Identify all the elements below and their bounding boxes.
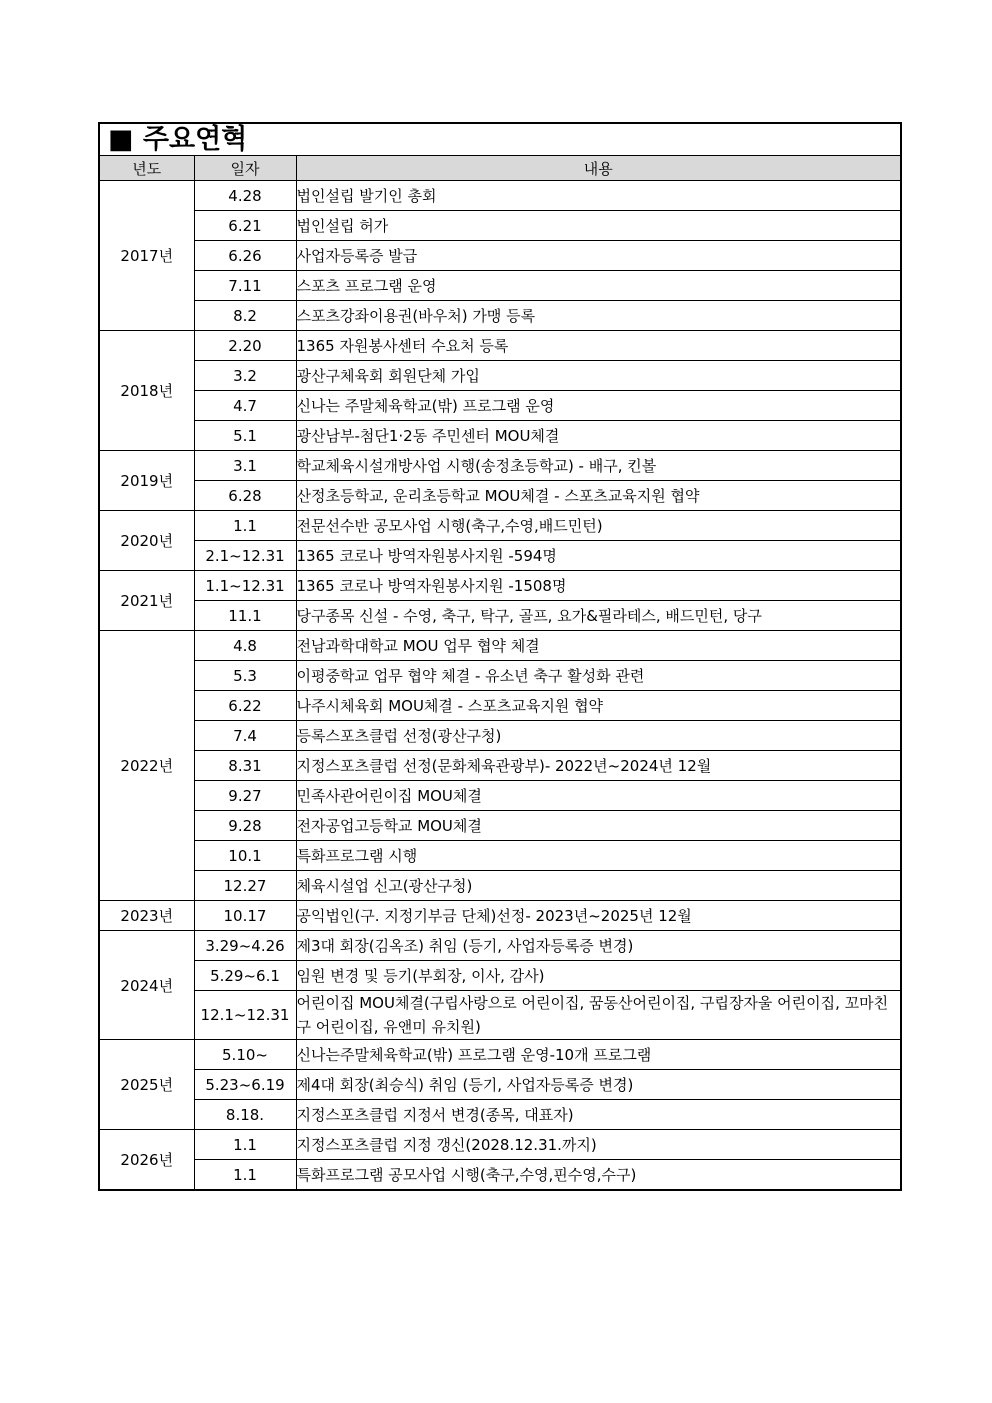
content-cell: 제4대 회장(최승식) 취임 (등기, 사업자등록증 변경): [296, 1070, 901, 1100]
content-cell: 전자공업고등학교 MOU체결: [296, 811, 901, 841]
content-cell: 1365 코로나 방역자원봉사지원 -594명: [296, 541, 901, 571]
content-cell: 전남과학대학교 MOU 업무 협약 체결: [296, 631, 901, 661]
year-cell: 2019년: [99, 451, 194, 511]
table-row: [99, 571, 901, 601]
date-cell: 1.1: [194, 1130, 296, 1160]
year-cell: 2021년: [99, 571, 194, 631]
table-row: [99, 1130, 901, 1160]
table-row: [99, 781, 901, 811]
year-cell: 2023년: [99, 901, 194, 931]
table-row: [99, 1040, 901, 1070]
year-cell: 2026년: [99, 1130, 194, 1191]
content-cell: 특화프로그램 시행: [296, 841, 901, 871]
content-cell: 산정초등학교, 운리초등학교 MOU체결 - 스포츠교육지원 협약: [296, 481, 901, 511]
content-cell: 스포츠강좌이용권(바우처) 가맹 등록: [296, 301, 901, 331]
date-cell: 6.22: [194, 691, 296, 721]
table-row: [99, 751, 901, 781]
year-cell: 2020년: [99, 511, 194, 571]
content-cell: 1365 자원봉사센터 수요처 등록: [296, 331, 901, 361]
content-cell: 어린이집 MOU체결(구립사랑으로 어린이집, 꿈동산어린이집, 구립장자울 어린이집, 꼬마친구 어린이집, 유앤미 유치원): [296, 991, 901, 1040]
content-cell: 나주시체육회 MOU체결 - 스포츠교육지원 협약: [296, 691, 901, 721]
table-row: [99, 391, 901, 421]
date-cell: 5.23~6.19: [194, 1070, 296, 1100]
table-row: [99, 541, 901, 571]
content-cell: 1365 코로나 방역자원봉사지원 -1508명: [296, 571, 901, 601]
date-cell: 8.18.: [194, 1100, 296, 1130]
table-row: [99, 361, 901, 391]
date-cell: 8.2: [194, 301, 296, 331]
content-cell: 이평중학교 업무 협약 체결 - 유소년 축구 활성화 관련: [296, 661, 901, 691]
year-cell: 2018년: [99, 331, 194, 451]
table-row: [99, 271, 901, 301]
date-cell: 6.28: [194, 481, 296, 511]
content-cell: 당구종목 신설 - 수영, 축구, 탁구, 골프, 요가&필라테스, 배드민턴, 당구: [296, 601, 901, 631]
table-row: [99, 871, 901, 901]
content-cell: 특화프로그램 공모사업 시행(축구,수영,핀수영,수구): [296, 1160, 901, 1191]
content-cell: 신나는 주말체육학교(밖) 프로그램 운영: [296, 391, 901, 421]
year-cell: 2025년: [99, 1040, 194, 1130]
date-cell: 5.29~6.1: [194, 961, 296, 991]
header-date: 일자: [194, 156, 296, 181]
content-cell: 지정스포츠클럽 지정 갱신(2028.12.31.까지): [296, 1130, 901, 1160]
content-cell: 등록스포츠클럽 선정(광산구청): [296, 721, 901, 751]
table-row: [99, 961, 901, 991]
table-row: [99, 1160, 901, 1191]
content-cell: 법인설립 발기인 총회: [296, 181, 901, 211]
date-cell: 1.1: [194, 511, 296, 541]
date-cell: 5.3: [194, 661, 296, 691]
date-cell: 7.11: [194, 271, 296, 301]
table-row: [99, 631, 901, 661]
table-row: [99, 481, 901, 511]
table-row: [99, 841, 901, 871]
table-row: [99, 601, 901, 631]
date-cell: 10.1: [194, 841, 296, 871]
table-row: [99, 1100, 901, 1130]
date-cell: 7.4: [194, 721, 296, 751]
year-cell: 2022년: [99, 631, 194, 901]
date-cell: 5.10~: [194, 1040, 296, 1070]
date-cell: 4.8: [194, 631, 296, 661]
content-cell: 스포츠 프로그램 운영: [296, 271, 901, 301]
table-row: [99, 721, 901, 751]
date-cell: 11.1: [194, 601, 296, 631]
year-cell: 2017년: [99, 181, 194, 331]
content-cell: 체육시설업 신고(광산구청): [296, 871, 901, 901]
date-cell: 3.1: [194, 451, 296, 481]
header-content: 내용: [296, 156, 901, 181]
content-cell: 광산구체육회 회원단체 가입: [296, 361, 901, 391]
table-row: [99, 451, 901, 481]
date-cell: 6.26: [194, 241, 296, 271]
table-row: [99, 901, 901, 931]
content-cell: 지정스포츠클럽 지정서 변경(종목, 대표자): [296, 1100, 901, 1130]
table-row: [99, 421, 901, 451]
date-cell: 10.17: [194, 901, 296, 931]
page-title: ■ 주요연혁: [108, 123, 248, 155]
table-row: [99, 301, 901, 331]
date-cell: 9.28: [194, 811, 296, 841]
content-cell: 법인설립 허가: [296, 211, 901, 241]
date-cell: 1.1~12.31: [194, 571, 296, 601]
date-cell: 4.7: [194, 391, 296, 421]
date-cell: 6.21: [194, 211, 296, 241]
date-cell: 2.20: [194, 331, 296, 361]
date-cell: 1.1: [194, 1160, 296, 1191]
content-cell: 제3대 회장(김옥조) 취임 (등기, 사업자등록증 변경): [296, 931, 901, 961]
table-row: [99, 991, 901, 1040]
table-row: [99, 661, 901, 691]
table-row: [99, 811, 901, 841]
date-cell: 8.31: [194, 751, 296, 781]
content-cell: 민족사관어린이집 MOU체결: [296, 781, 901, 811]
date-cell: 12.1~12.31: [194, 991, 296, 1040]
table-row: [99, 931, 901, 961]
table-row: [99, 211, 901, 241]
date-cell: 2.1~12.31: [194, 541, 296, 571]
date-cell: 3.2: [194, 361, 296, 391]
content-cell: 사업자등록증 발급: [296, 241, 901, 271]
table-row: [99, 241, 901, 271]
content-cell: 신나는주말체육학교(밖) 프로그램 운영-10개 프로그램: [296, 1040, 901, 1070]
date-cell: 4.28: [194, 181, 296, 211]
year-cell: 2024년: [99, 931, 194, 1040]
content-cell: 전문선수반 공모사업 시행(축구,수영,배드민턴): [296, 511, 901, 541]
header-year: 년도: [99, 156, 194, 181]
content-cell: 지정스포츠클럽 선정(문화체육관광부)- 2022년~2024년 12월: [296, 751, 901, 781]
date-cell: 12.27: [194, 871, 296, 901]
date-cell: 5.1: [194, 421, 296, 451]
table-row: [99, 511, 901, 541]
date-cell: 3.29~4.26: [194, 931, 296, 961]
content-cell: 학교체육시설개방사업 시행(송정초등학교) - 배구, 킨볼: [296, 451, 901, 481]
header-row: [99, 156, 901, 181]
table-row: [99, 331, 901, 361]
table-row: [99, 1070, 901, 1100]
content-cell: 광산남부-첨단1·2동 주민센터 MOU체결: [296, 421, 901, 451]
date-cell: 9.27: [194, 781, 296, 811]
table-row: [99, 691, 901, 721]
history-body: [99, 181, 901, 1191]
table-row: [99, 181, 901, 211]
content-cell: 임원 변경 및 등기(부회장, 이사, 감사): [296, 961, 901, 991]
history-table: [98, 122, 902, 1191]
title-cell: [99, 123, 901, 156]
content-cell: 공익법인(구. 지정기부금 단체)선정- 2023년~2025년 12월: [296, 901, 901, 931]
